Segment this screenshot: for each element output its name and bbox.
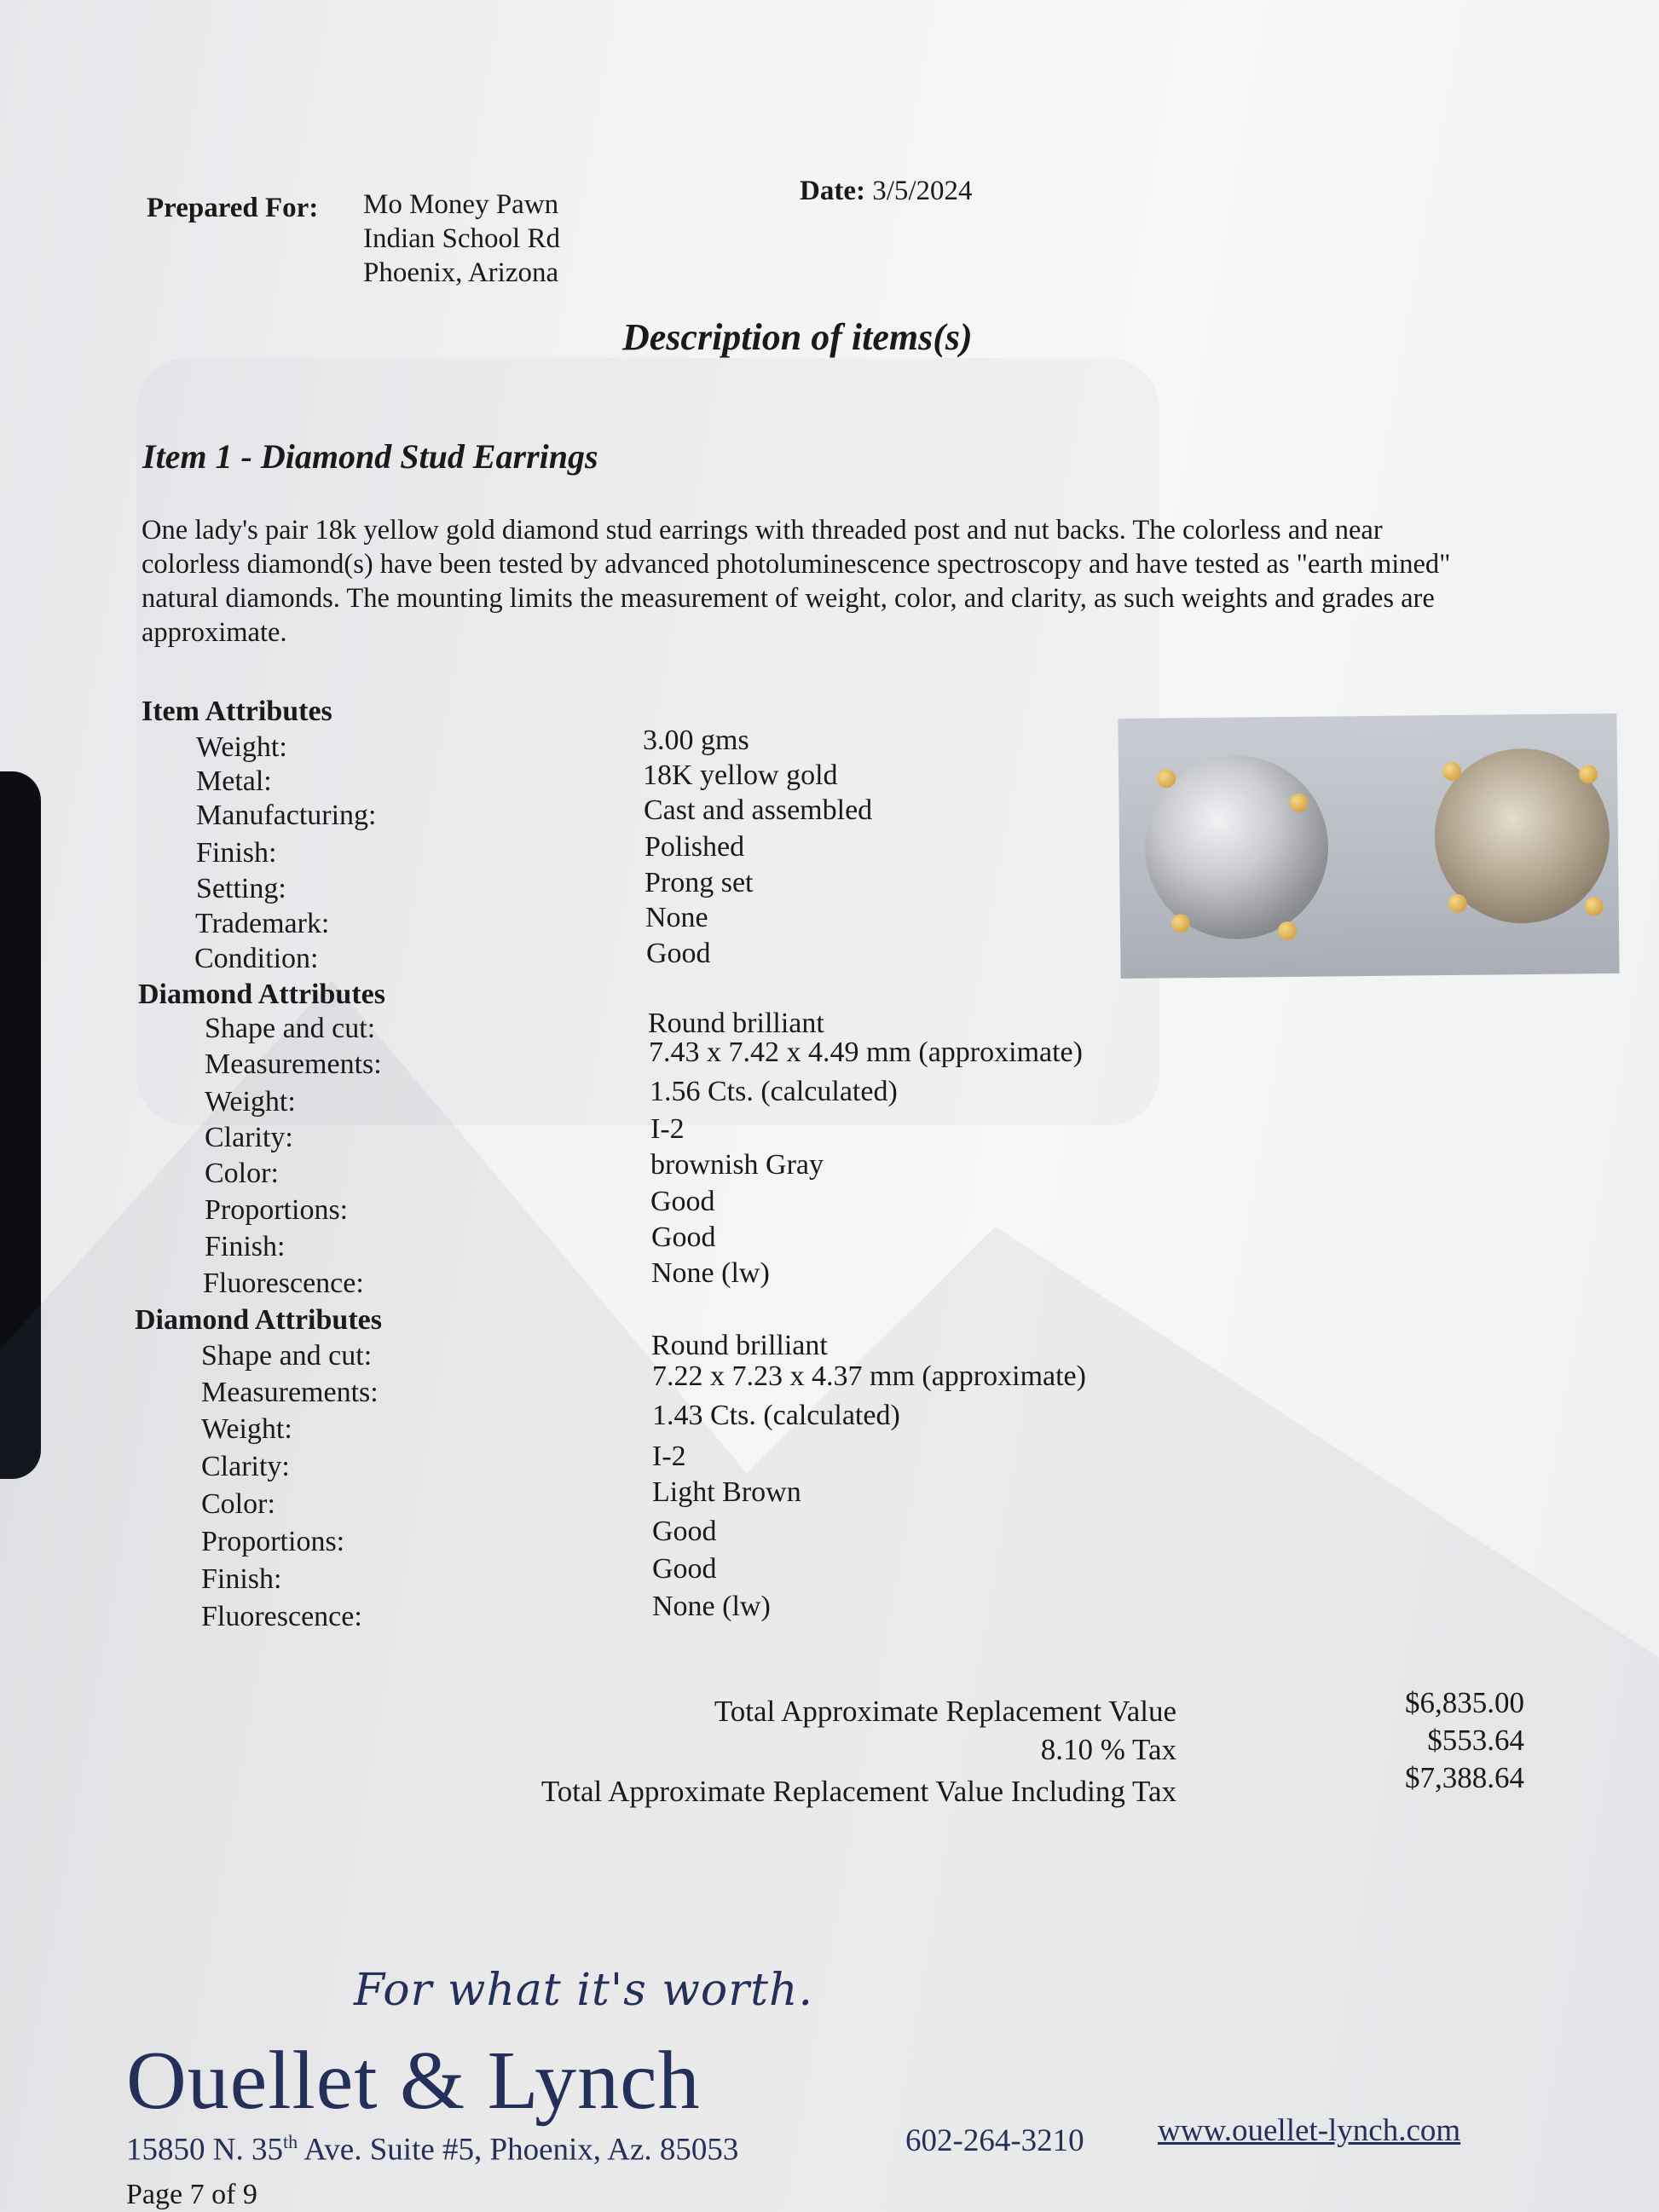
attr-label: Fluorescence: bbox=[203, 1268, 364, 1299]
prong bbox=[1579, 765, 1598, 783]
attr-label: Clarity: bbox=[205, 1122, 293, 1153]
prepared-for-line-3: Phoenix, Arizona bbox=[363, 257, 559, 288]
item-title: Item 1 - Diamond Stud Earrings bbox=[142, 437, 598, 476]
attr-value: Cast and assembled bbox=[644, 794, 873, 826]
prong bbox=[1442, 762, 1461, 781]
attr-label: Finish: bbox=[201, 1563, 282, 1595]
attr-value: Prong set bbox=[645, 867, 754, 898]
binder-tab bbox=[0, 771, 41, 1479]
attr-label: Weight: bbox=[196, 731, 287, 763]
date-row bbox=[800, 176, 973, 207]
attr-value: Polished bbox=[645, 831, 745, 863]
attr-value: Good bbox=[652, 1516, 717, 1547]
tax-amount: $553.64 bbox=[1427, 1724, 1524, 1757]
date-label: Date: bbox=[800, 176, 865, 206]
attr-label: Color: bbox=[205, 1158, 279, 1189]
attr-value: I-2 bbox=[650, 1113, 685, 1145]
diamond-attributes-1-header: Diamond Attributes bbox=[138, 979, 385, 1010]
attr-value: 18K yellow gold bbox=[643, 759, 838, 791]
date-value: 3/5/2024 bbox=[872, 176, 973, 206]
attr-label: Weight: bbox=[201, 1413, 292, 1445]
address-suffix: Ave. Suite #5, Phoenix, Az. 85053 bbox=[298, 2132, 739, 2168]
attr-label: Proportions: bbox=[205, 1194, 349, 1226]
attr-label: Measurements: bbox=[205, 1048, 382, 1080]
attr-value: brownish Gray bbox=[650, 1149, 824, 1181]
attr-value: Good bbox=[650, 1186, 715, 1217]
firm-phone: 602-264-3210 bbox=[905, 2123, 1084, 2158]
attr-label: Shape and cut: bbox=[205, 1013, 376, 1044]
attr-label: Setting: bbox=[196, 873, 286, 904]
prong bbox=[1278, 921, 1297, 940]
attr-value: Round brilliant bbox=[651, 1330, 828, 1361]
prepared-for-address bbox=[363, 188, 560, 290]
attr-label: Trademark: bbox=[195, 908, 330, 939]
attr-label: Finish: bbox=[205, 1231, 286, 1262]
attr-value: 1.43 Cts. (calculated) bbox=[652, 1400, 900, 1431]
prong bbox=[1289, 794, 1308, 812]
attr-label: Shape and cut: bbox=[201, 1340, 373, 1372]
attr-label: Measurements: bbox=[201, 1377, 379, 1408]
prepared-for-label: Prepared For: bbox=[147, 193, 319, 223]
firm-website-link[interactable]: www.ouellet-lynch.com bbox=[1158, 2113, 1461, 2148]
attr-value: Good bbox=[651, 1222, 716, 1253]
address-superscript: th bbox=[282, 2131, 298, 2152]
attr-value: 1.56 Cts. (calculated) bbox=[650, 1076, 898, 1107]
diamond-attributes-2-header: Diamond Attributes bbox=[135, 1304, 382, 1336]
attr-value: Good bbox=[652, 1553, 717, 1585]
attr-value: None (lw) bbox=[651, 1257, 770, 1289]
item-attributes-header: Item Attributes bbox=[142, 696, 332, 727]
description-title: Description of items(s) bbox=[622, 316, 973, 358]
firm-tagline: For what it's worth. bbox=[354, 1965, 813, 2016]
item-description-paragraph: One lady's pair 18k yellow gold diamond stud earrings with threaded post and nut backs. The colorless and near colorless diamond(s) have been tested by advanced photoluminescence spectroscopy and have tested as "earth mined" natural diamonds. The mounting limits the measurement of weight, color, and clarity, as such weights and grades are approximate. bbox=[142, 515, 1451, 648]
firm-name: Ouellet & Lynch bbox=[126, 2035, 701, 2127]
attr-value: Round brilliant bbox=[648, 1008, 824, 1039]
attr-label: Weight: bbox=[205, 1086, 296, 1118]
replacement-value-amount: $6,835.00 bbox=[1405, 1686, 1524, 1719]
attr-value: Good bbox=[646, 938, 711, 969]
attr-value: None bbox=[645, 902, 708, 933]
attr-label: Condition: bbox=[194, 943, 319, 974]
address-prefix: 15850 N. 35 bbox=[126, 2132, 283, 2168]
attr-label: Proportions: bbox=[201, 1526, 345, 1557]
prong bbox=[1171, 914, 1190, 933]
attr-label: Color: bbox=[201, 1488, 275, 1520]
attr-label: Clarity: bbox=[201, 1451, 290, 1482]
tax-label: 8.10 % Tax bbox=[1040, 1733, 1176, 1766]
firm-address bbox=[126, 2131, 738, 2168]
prong bbox=[1585, 897, 1604, 915]
attr-label: Manufacturing: bbox=[196, 800, 377, 831]
attr-value: I-2 bbox=[652, 1441, 686, 1472]
prong bbox=[1157, 769, 1176, 788]
prepared-for-line-1: Mo Money Pawn bbox=[363, 189, 559, 220]
attr-label: Finish: bbox=[196, 837, 277, 869]
prepared-for-line-2: Indian School Rd bbox=[363, 223, 560, 254]
attr-value: 7.43 x 7.42 x 4.49 mm (approximate) bbox=[649, 1037, 1083, 1068]
replacement-value-label: Total Approximate Replacement Value bbox=[714, 1695, 1176, 1728]
total-including-tax-amount: $7,388.64 bbox=[1405, 1761, 1524, 1794]
total-including-tax-label: Total Approximate Replacement Value Including Tax bbox=[540, 1775, 1176, 1808]
page-number: Page 7 of 9 bbox=[126, 2179, 257, 2210]
attr-value: 7.22 x 7.23 x 4.37 mm (approximate) bbox=[652, 1360, 1086, 1392]
attr-label: Fluorescence: bbox=[201, 1601, 362, 1632]
earrings-photo bbox=[1118, 713, 1619, 979]
attr-value: None (lw) bbox=[652, 1591, 771, 1622]
attr-value: Light Brown bbox=[652, 1476, 801, 1508]
prong bbox=[1448, 894, 1467, 913]
attr-value: 3.00 gms bbox=[643, 725, 749, 756]
attr-label: Metal: bbox=[196, 765, 272, 797]
